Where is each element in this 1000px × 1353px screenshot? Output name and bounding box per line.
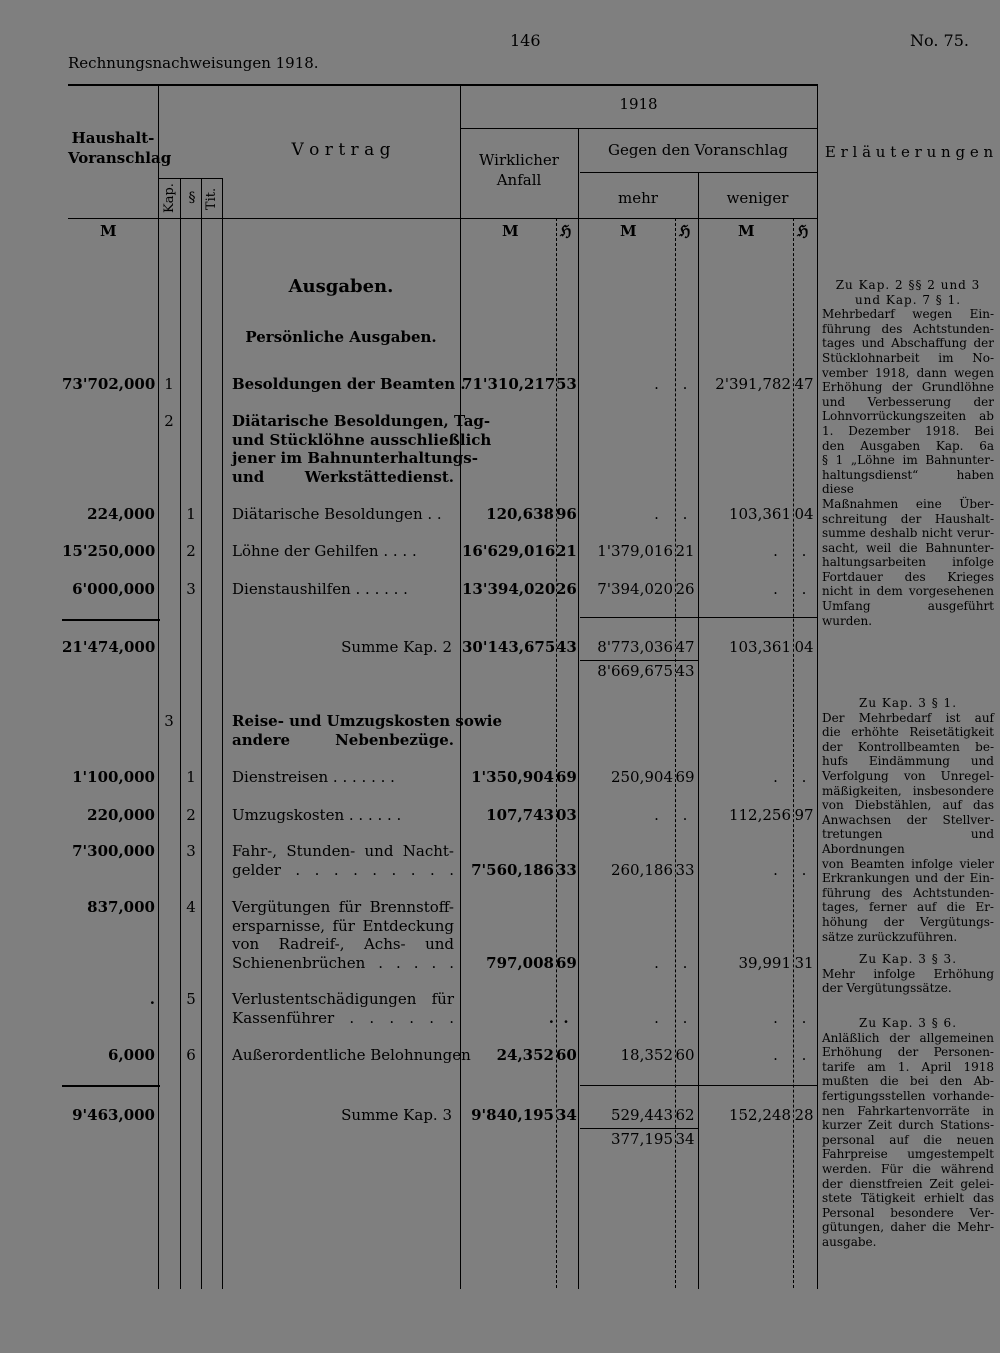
paragraph-number: 2 bbox=[186, 542, 196, 560]
vortrag-text-line: Vergütungen für Brennstoff- bbox=[232, 898, 454, 916]
mehr-pfennig: 26 bbox=[675, 580, 695, 598]
wirklicher-anfall-mark: 797,008 bbox=[486, 953, 554, 972]
section-heading-persoenliche: Persönliche Ausgaben. bbox=[245, 328, 437, 346]
weniger-mark: . bbox=[773, 860, 778, 879]
paragraph-number: 1 bbox=[186, 768, 196, 786]
vortrag-text: Diätarische Besoldungen . . bbox=[232, 505, 442, 523]
note-line: werden. Für die während bbox=[822, 1161, 994, 1176]
kap-number: 2 bbox=[164, 412, 174, 430]
note-kap3-6: Zu Kap. 3 § 6. Anläßlich der allgemeinen Erhöhung der Personen- tarife am 1. April 1918 mußten die bei den Ab- fertigungsstellen vorhande- nen Fahrkartenvorräte in kurzer Zeit durch Stations- personal auf die neuen Fahrpreise umgestempelt werden. Für die während der dienstfreien Zeit gelei- stete Tätigkeit erhielt das Personal besondere Ver- gütungen, daher die Mehr- ausgabe. bbox=[822, 1016, 994, 1249]
vortrag-text: Umzugskosten . . . . . . bbox=[232, 806, 402, 824]
wirklicher-anfall-pfennig: 33 bbox=[556, 860, 577, 879]
note-line: haltungsarbeiten infolge bbox=[822, 555, 994, 570]
weniger-pfennig: 47 bbox=[794, 375, 814, 393]
voranschlag-value: 9'463,000 bbox=[72, 1106, 155, 1124]
mehr-mark: 529,443 bbox=[610, 1106, 673, 1124]
note-line: der Kontrollbeamten be- bbox=[822, 739, 994, 754]
note-line: Verfolgung von Unregel- bbox=[822, 768, 994, 783]
page-number: 146 bbox=[510, 31, 541, 50]
note-line: hufs Eindämmung und bbox=[822, 754, 994, 769]
kap-number: 1 bbox=[164, 375, 174, 393]
wirklicher-anfall-mark: 30'143,675 bbox=[462, 638, 556, 656]
note-line: Personal besondere Ver- bbox=[822, 1205, 994, 1220]
mehr-mark: 260,186 bbox=[610, 860, 673, 879]
wirklicher-anfall-pfennig: 96 bbox=[556, 505, 577, 523]
note-line: nicht in dem vorgesehenen bbox=[822, 584, 994, 599]
note-line: mußten die bei den Ab- bbox=[822, 1074, 994, 1089]
paragraph-number: 2 bbox=[186, 806, 196, 824]
note-line: tages und Abschaffung der bbox=[822, 336, 994, 351]
wirklicher-anfall-mark: 107,743 bbox=[486, 806, 554, 824]
vortrag-text-line: Verlustentschädigungen für bbox=[232, 990, 454, 1008]
note-line: der dienstfreien Zeit gelei- bbox=[822, 1176, 994, 1191]
mehr-pfennig: 69 bbox=[675, 768, 695, 786]
weniger-mark: 2'391,782 bbox=[715, 375, 791, 393]
vortrag-text: Dienstaushilfen . . . . . . bbox=[232, 580, 408, 598]
note-kap2: Zu Kap. 2 §§ 2 und 3 und Kap. 7 § 1. Mehrbedarf wegen Ein- führung des Achtstunden- tages und Abschaffung der Stücklohnarbeit im No- vember 1918, dann wegen Erhöhung der Grundlöhne und Verbesserung der Lohnvorrückungszeiten ab 1. Dezember 1918. Bei den Ausgaben Kap. 6a § 1 „Löhne im Bahnunter- haltungsdienst“ haben diese Maßnahmen eine Über- schreitung der Haushalt- summe deshalb nicht verur- sacht, weil die Bahnunter- haltungsarbeiten infolge Fortdauer des Krieges nicht in dem vorgesehenen Umfang ausgeführt wurden. bbox=[822, 278, 994, 628]
weniger-pfennig: . bbox=[801, 768, 807, 786]
weniger-mark: . bbox=[773, 542, 778, 560]
note-line: Mehr infolge Erhöhung bbox=[822, 966, 994, 981]
wirklicher-anfall-pfennig: 03 bbox=[556, 806, 577, 824]
voranschlag-value: 837,000 bbox=[87, 898, 155, 916]
mehr-pfennig: 21 bbox=[675, 542, 695, 560]
wirklicher-anfall-mark: 13'394,020 bbox=[462, 580, 556, 598]
note-line: haltungsdienst“ haben diese bbox=[822, 467, 994, 497]
vortrag-text-line: und Werkstättedienst. bbox=[232, 467, 454, 486]
weniger-mark: 103,361 bbox=[728, 505, 791, 523]
mehr-pfennig: . bbox=[682, 375, 688, 393]
weniger-pfennig: 31 bbox=[794, 953, 814, 972]
note-line: der Vergütungssätze. bbox=[822, 981, 952, 996]
wirklicher-anfall-mark: 7'560,186 bbox=[471, 860, 554, 879]
weniger-mark: . bbox=[773, 1046, 778, 1064]
voranschlag-value: 21'474,000 bbox=[62, 638, 156, 656]
voranschlag-value: . bbox=[149, 990, 155, 1008]
note-line: die erhöhte Reisetätigkeit bbox=[822, 725, 994, 740]
paragraph-number: 3 bbox=[186, 580, 196, 598]
mehr-mark: 18,352 bbox=[620, 1046, 673, 1064]
column-header-year: 1918 bbox=[619, 95, 658, 113]
mehr-mark: 7'394,020 bbox=[597, 580, 673, 598]
vortrag-text-line: Fahr-, Stunden- und Nacht- bbox=[232, 842, 454, 860]
net-mehr-pfennig: 43 bbox=[675, 662, 695, 680]
weniger-pfennig: 28 bbox=[794, 1106, 814, 1124]
wirklicher-anfall-mark: 24,352 bbox=[496, 1046, 554, 1064]
note-line: höhung der Vergütungs- bbox=[822, 914, 994, 929]
note-line: Anwachsen der Stellver- bbox=[822, 812, 994, 827]
mehr-pfennig: 47 bbox=[675, 638, 695, 656]
mehr-pfennig: . bbox=[682, 806, 688, 824]
column-header-wirklicher-anfall: Wirklicher Anfall bbox=[479, 151, 559, 189]
note-line: Der Mehrbedarf ist auf bbox=[822, 710, 994, 725]
voranschlag-value: 224,000 bbox=[87, 505, 155, 523]
vortrag-text-line: und Stücklöhne ausschließlich bbox=[232, 430, 492, 449]
weniger-pfennig: 04 bbox=[794, 505, 814, 523]
note-line: und Verbesserung der bbox=[822, 394, 994, 409]
note-line: vember 1918, dann wegen bbox=[822, 365, 994, 380]
wirklicher-anfall-mark: 1'350,904 bbox=[471, 768, 554, 786]
paragraph-number: 4 bbox=[186, 898, 196, 916]
mehr-mark: 250,904 bbox=[610, 768, 673, 786]
weniger-pfennig: 04 bbox=[794, 638, 814, 656]
weniger-pfennig: . bbox=[801, 860, 807, 879]
note-line: Fortdauer des Krieges bbox=[822, 569, 994, 584]
voranschlag-value: 7'300,000 bbox=[72, 842, 155, 860]
note-line: Mehrbedarf wegen Ein- bbox=[822, 307, 994, 322]
note-line: kurzer Zeit durch Stations- bbox=[822, 1118, 994, 1133]
weniger-mark: . bbox=[773, 580, 778, 598]
mehr-pfennig: 60 bbox=[675, 1046, 695, 1064]
weniger-pfennig: . bbox=[801, 580, 807, 598]
note-line: führung des Achtstunden- bbox=[822, 885, 994, 900]
wirklicher-anfall-mark: 16'629,016 bbox=[462, 542, 556, 560]
vortrag-text-line: ersparnisse, für Entdeckung bbox=[232, 916, 454, 935]
column-header-gegen-voranschlag: Gegen den Voranschlag bbox=[607, 141, 789, 159]
voranschlag-value: 15'250,000 bbox=[62, 542, 156, 560]
wirklicher-anfall-pfennig: 69 bbox=[556, 953, 577, 972]
vortrag-text-line: gelder . . . . . . . . . bbox=[232, 860, 454, 879]
weniger-mark: . bbox=[773, 768, 778, 786]
note-line: von Beamten infolge vieler bbox=[822, 856, 994, 871]
note-line: mäßigkeiten, insbesondere bbox=[822, 783, 994, 798]
vortrag-text: Summe Kap. 3 bbox=[341, 1106, 452, 1124]
column-header-vortrag: V o r t r a g bbox=[291, 140, 391, 160]
note-line: Anläßlich der allgemeinen bbox=[822, 1030, 994, 1045]
vortrag-text: Außerordentliche Belohnungen bbox=[232, 1046, 471, 1064]
note-line: schreitung der Haushalt- bbox=[822, 511, 994, 526]
weniger-pfennig: . bbox=[801, 1008, 807, 1027]
mehr-pfennig: 33 bbox=[675, 860, 695, 879]
note-line: stete Tätigkeit erhielt das bbox=[822, 1191, 994, 1206]
vortrag-text: Summe Kap. 2 bbox=[341, 638, 452, 656]
column-header-paragraph: § bbox=[188, 190, 196, 206]
note-line: nen Fahrkartenvorräte in bbox=[822, 1103, 994, 1118]
column-header-mehr: mehr bbox=[618, 189, 658, 207]
paragraph-number: 3 bbox=[186, 842, 196, 860]
net-mehr-pfennig: 34 bbox=[675, 1130, 695, 1148]
vortrag-text-line: Diätarische Besoldungen, Tag- bbox=[232, 412, 491, 430]
note-line: 1. Dezember 1918. Bei bbox=[822, 423, 994, 438]
weniger-mark: 103,361 bbox=[728, 638, 791, 656]
note-line: sätze zurückzuführen. bbox=[822, 929, 958, 944]
vortrag-text: Löhne der Gehilfen . . . . bbox=[232, 542, 417, 560]
column-header-kap: Kap. bbox=[162, 183, 177, 213]
section-heading-ausgaben: Ausgaben. bbox=[288, 276, 394, 297]
wirklicher-anfall-mark: 9'840,195 bbox=[471, 1106, 554, 1124]
wirklicher-anfall-pfennig: 21 bbox=[556, 542, 577, 560]
vortrag-text-line: Reise- und Umzugskosten sowie bbox=[232, 712, 503, 730]
vortrag-text-line: Kassenführer . . . . . . bbox=[232, 1008, 454, 1027]
weniger-mark: 152,248 bbox=[728, 1106, 791, 1124]
vortrag-text-line: andere Nebenbezüge. bbox=[232, 730, 454, 749]
note-line: personal auf die neuen bbox=[822, 1132, 994, 1147]
note-line: tretungen und Abordnungen bbox=[822, 827, 994, 856]
note-line: gütungen, daher die Mehr- bbox=[822, 1220, 994, 1235]
note-line: § 1 „Löhne im Bahnunter- bbox=[822, 453, 994, 468]
note-line: fertigungsstellen vorhande- bbox=[822, 1088, 994, 1103]
note-line: Umfang ausgeführt wurden. bbox=[822, 599, 994, 628]
document-number: No. 75. bbox=[910, 31, 969, 50]
kap-number: 3 bbox=[164, 712, 174, 730]
note-line: führung des Achtstunden- bbox=[822, 321, 994, 336]
mehr-mark: 8'773,036 bbox=[597, 638, 673, 656]
vortrag-text-line: von Radreif-, Achs- und bbox=[232, 935, 454, 953]
voranschlag-value: 6'000,000 bbox=[72, 580, 155, 598]
voranschlag-value: 6,000 bbox=[108, 1046, 155, 1064]
note-line: tarife am 1. April 1918 bbox=[822, 1059, 994, 1074]
note-line: Stücklohnarbeit im No- bbox=[822, 350, 994, 365]
weniger-mark: . bbox=[773, 1008, 778, 1027]
note-line: den Ausgaben Kap. 6a bbox=[822, 438, 994, 453]
note-line: Erhöhung der Grundlöhne bbox=[822, 380, 994, 395]
wirklicher-anfall-pfennig: 43 bbox=[556, 638, 577, 656]
weniger-mark: 39,991 bbox=[738, 953, 791, 972]
mehr-pfennig: . bbox=[682, 505, 688, 523]
wirklicher-anfall-pfennig: 34 bbox=[556, 1106, 577, 1124]
weniger-mark: 112,256 bbox=[728, 806, 791, 824]
wirklicher-anfall-mark: . bbox=[548, 1008, 554, 1027]
mehr-mark: . bbox=[654, 505, 659, 523]
paragraph-number: 6 bbox=[186, 1046, 196, 1064]
note-line: Fahrpreise umgestempelt bbox=[822, 1147, 994, 1162]
voranschlag-value: 220,000 bbox=[87, 806, 155, 824]
wirklicher-anfall-pfennig: 26 bbox=[556, 580, 577, 598]
voranschlag-value: 73'702,000 bbox=[62, 375, 156, 393]
mehr-mark: . bbox=[654, 375, 659, 393]
wirklicher-anfall-pfennig: 60 bbox=[556, 1046, 577, 1064]
column-header-weniger: weniger bbox=[726, 189, 789, 207]
note-kap3-1: Zu Kap. 3 § 1. Der Mehrbedarf ist auf die erhöhte Reisetätigkeit der Kontrollbeamten be- hufs Eindämmung und Verfolgung von Unregel- mäßigkeiten, insbesondere von Diebstählen, auf das Anwachsen der Stellver- tretungen und Abordnungen von Beamten infolge vieler Erkrankungen und der Ein- führung des Achtstunden- tages, ferner auf die Er- höhung der Vergütungs- sätze zurückzuführen. bbox=[822, 696, 994, 944]
mehr-pfennig: . bbox=[682, 953, 688, 972]
weniger-pfennig: . bbox=[801, 1046, 807, 1064]
wirklicher-anfall-pfennig: 69 bbox=[556, 768, 577, 786]
voranschlag-value: 1'100,000 bbox=[72, 768, 155, 786]
vortrag-text: Dienstreisen . . . . . . . bbox=[232, 768, 395, 786]
wirklicher-anfall-mark: 120,638 bbox=[486, 505, 554, 523]
wirklicher-anfall-pfennig: 53 bbox=[556, 375, 577, 393]
note-line: ausgabe. bbox=[822, 1234, 877, 1249]
mehr-mark: . bbox=[654, 1008, 659, 1027]
vortrag-text: Besoldungen der Beamten . bbox=[232, 375, 466, 393]
note-line: sacht, weil die Bahnunter- bbox=[822, 540, 994, 555]
mehr-mark: 1'379,016 bbox=[597, 542, 673, 560]
note-line: Erhöhung der Personen- bbox=[822, 1045, 994, 1060]
note-line: Lohnvorrückungszeiten ab bbox=[822, 409, 994, 424]
vortrag-text-line: jener im Bahnunterhaltungs- bbox=[232, 449, 478, 467]
wirklicher-anfall-mark: 71'310,217 bbox=[462, 375, 556, 393]
wirklicher-anfall-pfennig: . bbox=[563, 1008, 569, 1027]
column-header-erlaeuterungen: E r l ä u t e r u n g e n bbox=[824, 143, 994, 161]
mehr-mark: . bbox=[654, 953, 659, 972]
note-line: Erkrankungen und der Ein- bbox=[822, 871, 994, 886]
vortrag-text-line: Schienenbrüchen . . . . . bbox=[232, 953, 454, 972]
weniger-pfennig: 97 bbox=[794, 806, 814, 824]
column-header-haushalt: Haushalt- Voranschlag bbox=[68, 129, 172, 167]
note-line: von Diebstählen, auf das bbox=[822, 798, 994, 813]
mehr-mark: . bbox=[654, 806, 659, 824]
note-line: tages, ferner auf die Er- bbox=[822, 900, 994, 915]
mehr-pfennig: . bbox=[682, 1008, 688, 1027]
note-line: summe deshalb nicht verur- bbox=[822, 526, 994, 541]
net-mehr-mark: 377,195 bbox=[610, 1130, 673, 1148]
note-line: Maßnahmen eine Über- bbox=[822, 496, 994, 511]
weniger-pfennig: . bbox=[801, 542, 807, 560]
column-header-tit: Tit. bbox=[204, 187, 219, 211]
paragraph-number: 1 bbox=[186, 505, 196, 523]
paragraph-number: 5 bbox=[186, 990, 196, 1008]
net-mehr-mark: 8'669,675 bbox=[597, 662, 673, 680]
mehr-pfennig: 62 bbox=[675, 1106, 695, 1124]
document-header-title: Rechnungsnachweisungen 1918. bbox=[68, 54, 319, 72]
note-kap3-3: Zu Kap. 3 § 3. Mehr infolge Erhöhung der Vergütungssätze. bbox=[822, 952, 994, 996]
